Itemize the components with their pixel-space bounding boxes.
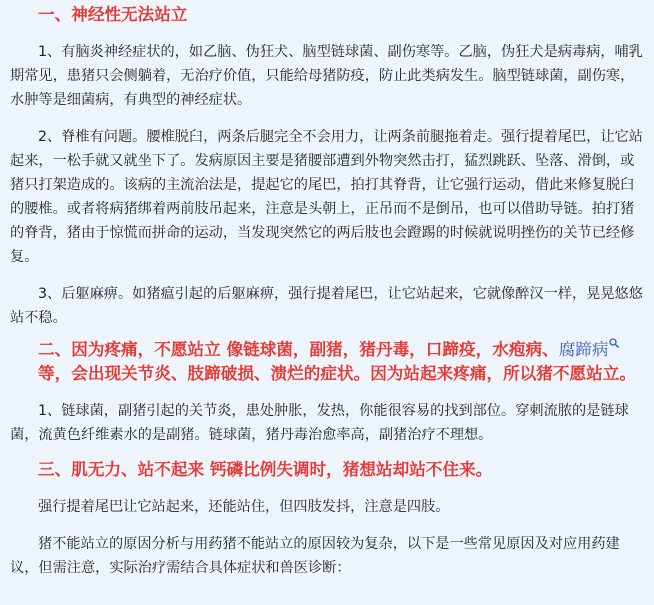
section-heading-neurological: 一、神经性无法站立 <box>38 5 188 24</box>
paragraph-spine: 2、脊椎有问题。腰椎脱臼，两条后腿完全不会用力，让两条前腿拖着走。强行提着尾巴，让它站起来，一松手就又就坐下了。发病原因主要是猪腰部遭到外物突然击打，猛烈跳跃、坠落、滑倒，或猪只打架造成的。该病的主流治法是，提起它的尾巴，拍打其脊背，让它强行运动，借此来修复脱臼的腰椎。或者将病猪绑着两前肢吊起来，注意是头朝上，正吊而不是倒吊，也可以借助导链。拍打猪的脊背，猪由于惊慌而拼命的运动，当发现突然它的两后肢也会蹬踢的时候就说明挫伤的关节已经修复。 <box>10 129 643 265</box>
article-body <box>0 3 654 605</box>
section-heading-weakness: 三、肌无力、站不起来 钙磷比例失调时，猪想站却站不住来。 <box>38 460 493 479</box>
keyword-link-foot-rot[interactable]: 腐蹄病 <box>558 340 609 359</box>
section-heading-pain <box>10 338 644 386</box>
heading-text-after-keyword: 等，会出现关节炎、肢蹄破损、溃烂的症状。因为站起来疼痛，所以猪不愿站立。 <box>38 364 636 383</box>
paragraph-arthritis: 1、链球菌，副猪引起的关节炎，患处肿胀，发热，你能很容易的找到部位。穿刺流脓的是链球菌，流黄色纤维素水的是副猪。链球菌，猪丹毒治愈率高，副猪治疗不理想。 <box>10 403 629 443</box>
paragraph-hind-paralysis: 3、后躯麻痹。如猪瘟引起的后躯麻痹，强行提着尾巴，让它站起来，它就像醉汉一样，晃晃悠悠站不稳。 <box>10 286 643 326</box>
paragraph-tremor: 强行提着尾巴让它站起来，还能站住，但四肢发抖，注意是四肢。 <box>38 499 450 515</box>
heading-text-before-keyword: 二、因为疼痛，不愿站立 像链球菌，副猪，猪丹毒，口蹄疫，水疱病、 <box>38 340 559 359</box>
search-icon[interactable] <box>609 331 619 341</box>
paragraph-cause-analysis: 猪不能站立的原因分析与用药猪不能站立的原因较为复杂，以下是一些常见原因及对应用药建议，但需注意，实际治疗需结合具体症状和兽医诊断： <box>10 536 620 576</box>
paragraph-encephalitis: 1、有脑炎神经症状的，如乙脑、伪狂犬、脑型链球菌、副伤寒等。乙脑，伪狂犬是病毒病，哺乳期常见，患猪只会侧躺着，无治疗价值，只能给母猪防疫，防止此类病发生。脑型链球菌，副伤寒，水肿等是细菌病，有典型的神经症状。 <box>10 44 643 108</box>
